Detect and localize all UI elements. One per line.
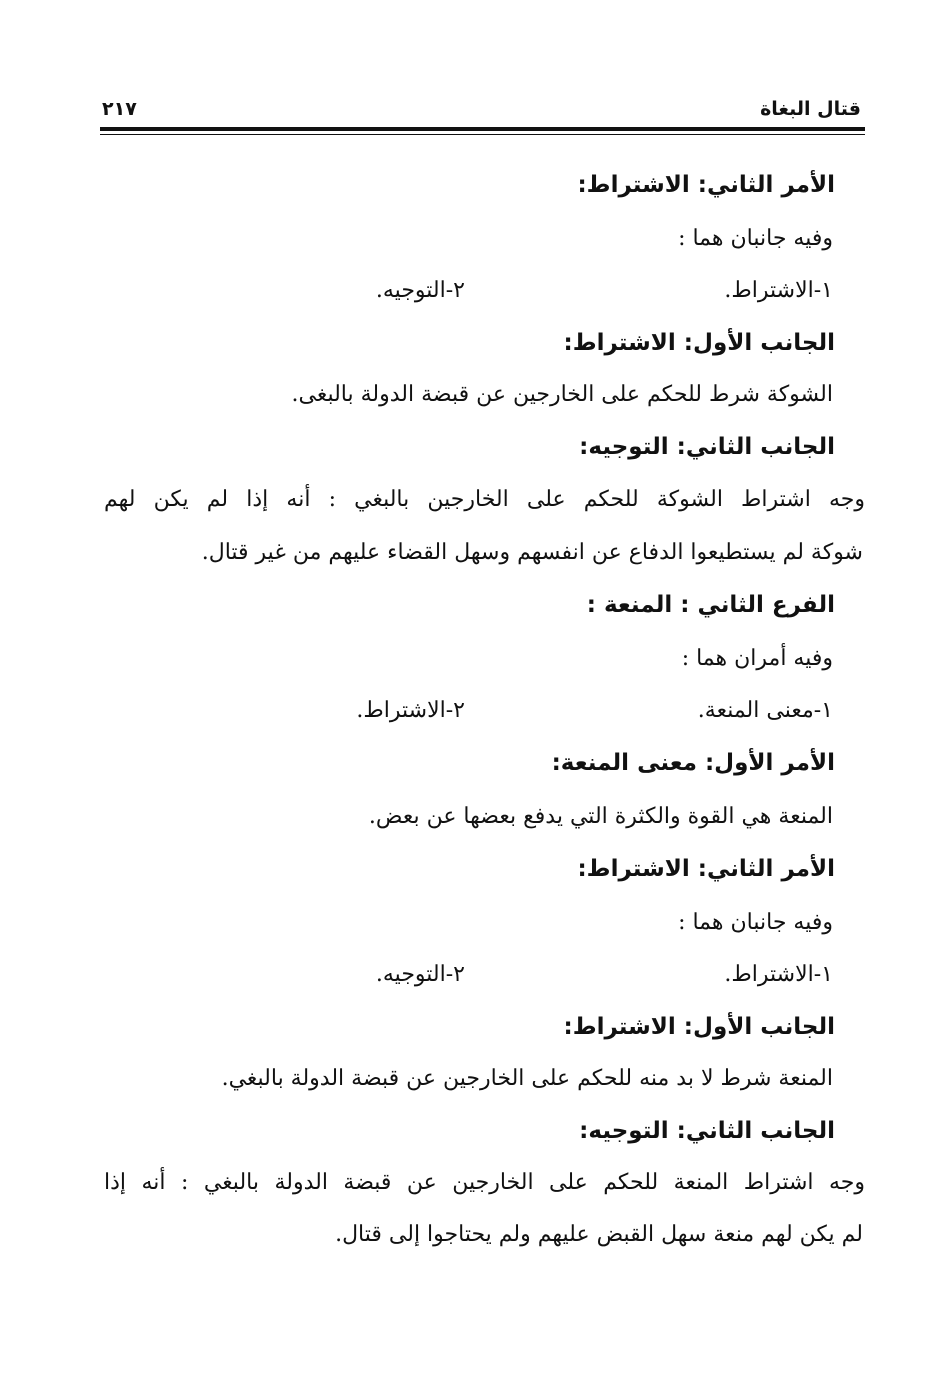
heading-first-aspect-condition: الجانب الأول: الاشتراط: <box>563 330 835 356</box>
list-item-condition: ١-الاشتراط. <box>724 278 833 303</box>
list-item-condition: ٢-الاشتراط. <box>356 698 465 723</box>
heading-first-aspect-condition-2: الجانب الأول: الاشتراط: <box>563 1014 835 1040</box>
header-rule-thick <box>100 127 865 131</box>
paragraph-two-aspects: وفيه جانبان هما : <box>678 226 833 251</box>
paragraph-manaa-condition: المنعة شرط لا بد منه للحكم على الخارجين عن قبضة الدولة بالبغي. <box>221 1066 833 1091</box>
running-title: قتال البغاة <box>760 98 861 120</box>
paragraph-manaa-definition: المنعة هي القوة والكثرة التي يدفع بعضها عن بعض. <box>368 804 833 829</box>
list-item-rationale: ٢-التوجيه. <box>375 278 465 303</box>
heading-first-matter-meaning: الأمر الأول: معنى المنعة: <box>551 750 835 776</box>
running-header <box>100 96 863 124</box>
page-number: ٢١٧ <box>102 98 137 120</box>
header-rule-thin <box>100 134 865 135</box>
paragraph-manaa-rationale-line1: وجه اشتراط المنعة للحكم على الخارجين عن قبضة الدولة بالبغي : أنه إذا <box>104 1170 865 1195</box>
list-item-rationale: ٢-التوجيه. <box>375 962 465 987</box>
paragraph-two-aspects-2: وفيه جانبان هما : <box>678 910 833 935</box>
heading-second-matter-condition: الأمر الثاني: الاشتراط: <box>577 172 835 198</box>
heading-second-matter-condition-2: الأمر الثاني: الاشتراط: <box>577 856 835 882</box>
paragraph-shawka-condition: الشوكة شرط للحكم على الخارجين عن قبضة الدولة بالبغى. <box>291 382 833 407</box>
heading-second-branch-manaa: الفرع الثاني : المنعة : <box>586 592 835 618</box>
paragraph-shawka-rationale-line1: وجه اشتراط الشوكة للحكم على الخارجين بالبغي : أنه إذا لم يكن لهم <box>104 487 865 512</box>
paragraph-shawka-rationale-line2: شوكة لم يستطيعوا الدفاع عن انفسهم وسهل القضاء عليهم من غير قتال. <box>201 540 863 565</box>
paragraph-manaa-rationale-line2: لم يكن لهم منعة سهل القبض عليهم ولم يحتاجوا إلى قتال. <box>335 1222 863 1247</box>
heading-second-aspect-rationale: الجانب الثاني: التوجيه: <box>579 434 835 460</box>
heading-second-aspect-rationale-2: الجانب الثاني: التوجيه: <box>579 1118 835 1144</box>
list-item-condition: ١-الاشتراط. <box>724 962 833 987</box>
paragraph-two-matters: وفيه أمران هما : <box>681 646 833 671</box>
list-item-meaning: ١-معنى المنعة. <box>697 698 833 723</box>
